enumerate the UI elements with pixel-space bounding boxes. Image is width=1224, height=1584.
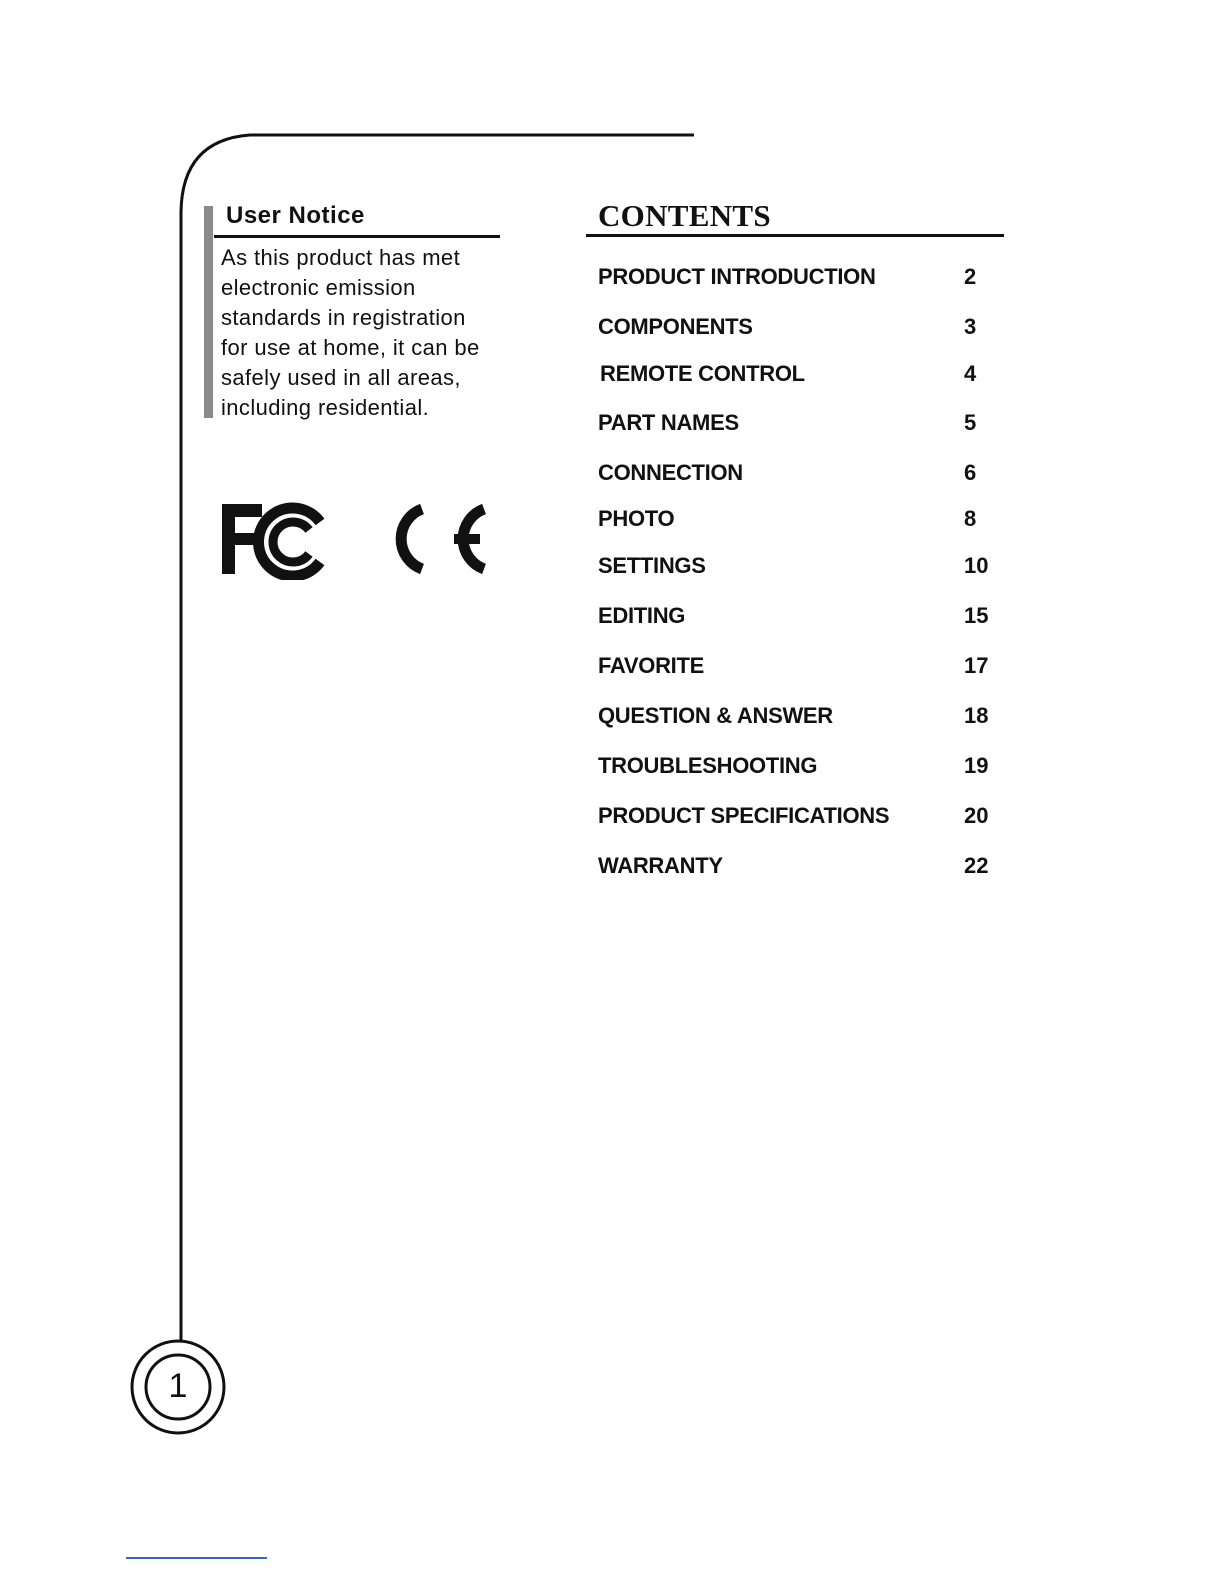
toc-item-page: 17: [964, 653, 989, 678]
ce-logo-icon: [382, 500, 490, 578]
notice-line: As this product has met: [221, 245, 461, 270]
toc-item-page: 10: [964, 553, 989, 578]
table-of-contents: [598, 0, 1018, 1584]
toc-item-page: 2: [964, 264, 977, 289]
toc-item-label: PRODUCT SPECIFICATIONS: [598, 803, 890, 828]
toc-item-page: 15: [964, 603, 989, 628]
toc-item-product-introduction[interactable]: [598, 264, 1008, 292]
toc-item-favorite[interactable]: [598, 653, 1008, 681]
toc-item-product-specifications[interactable]: [598, 803, 1008, 831]
toc-item-page: 4: [964, 361, 977, 386]
toc-item-question-and-answer[interactable]: [598, 703, 1008, 731]
toc-item-label: PHOTO: [598, 506, 675, 531]
toc-item-label: REMOTE CONTROL: [600, 361, 805, 386]
toc-item-settings[interactable]: [598, 553, 1008, 581]
toc-item-connection[interactable]: [598, 460, 1008, 488]
toc-item-page: 20: [964, 803, 989, 828]
toc-item-label: TROUBLESHOOTING: [598, 753, 818, 778]
contents-title: CONTENTS: [598, 198, 771, 233]
toc-item-troubleshooting[interactable]: [598, 753, 1008, 781]
toc-item-page: 8: [964, 506, 977, 531]
user-notice-title: User Notice: [226, 202, 365, 229]
toc-item-page: 6: [964, 460, 977, 485]
toc-item-label: PRODUCT INTRODUCTION: [598, 264, 876, 289]
fcc-logo-icon: [220, 498, 332, 580]
toc-item-page: 18: [964, 703, 989, 728]
toc-item-page: 22: [964, 853, 989, 878]
user-notice-divider: [214, 235, 500, 238]
toc-item-editing[interactable]: [598, 603, 1008, 631]
notice-line: electronic emission: [221, 275, 416, 300]
notice-line: standards in registration: [221, 305, 466, 330]
footer-link-underline: [126, 1557, 267, 1559]
toc-item-label: PART NAMES: [598, 410, 739, 435]
notice-line: for use at home, it can be: [221, 335, 480, 360]
notice-line: including residential.: [221, 395, 430, 420]
user-notice-body: [221, 243, 503, 423]
toc-item-page: 3: [964, 314, 977, 339]
toc-item-photo[interactable]: [598, 506, 1008, 534]
toc-item-label: CONNECTION: [598, 460, 743, 485]
toc-item-label: SETTINGS: [598, 553, 706, 578]
toc-item-label: EDITING: [598, 603, 686, 628]
toc-item-components[interactable]: [598, 314, 1008, 342]
toc-item-part-names[interactable]: [598, 410, 1008, 438]
toc-item-page: 19: [964, 753, 989, 778]
notice-accent-bar: [204, 206, 213, 418]
toc-item-page: 5: [964, 410, 977, 435]
toc-item-label: COMPONENTS: [598, 314, 753, 339]
toc-item-remote-control[interactable]: [598, 361, 1008, 389]
page-number: 1: [168, 1367, 188, 1405]
toc-item-warranty[interactable]: [598, 853, 1008, 881]
toc-item-label: FAVORITE: [598, 653, 704, 678]
toc-item-label: QUESTION & ANSWER: [598, 703, 833, 728]
notice-line: safely used in all areas,: [221, 365, 461, 390]
toc-item-label: WARRANTY: [598, 853, 723, 878]
